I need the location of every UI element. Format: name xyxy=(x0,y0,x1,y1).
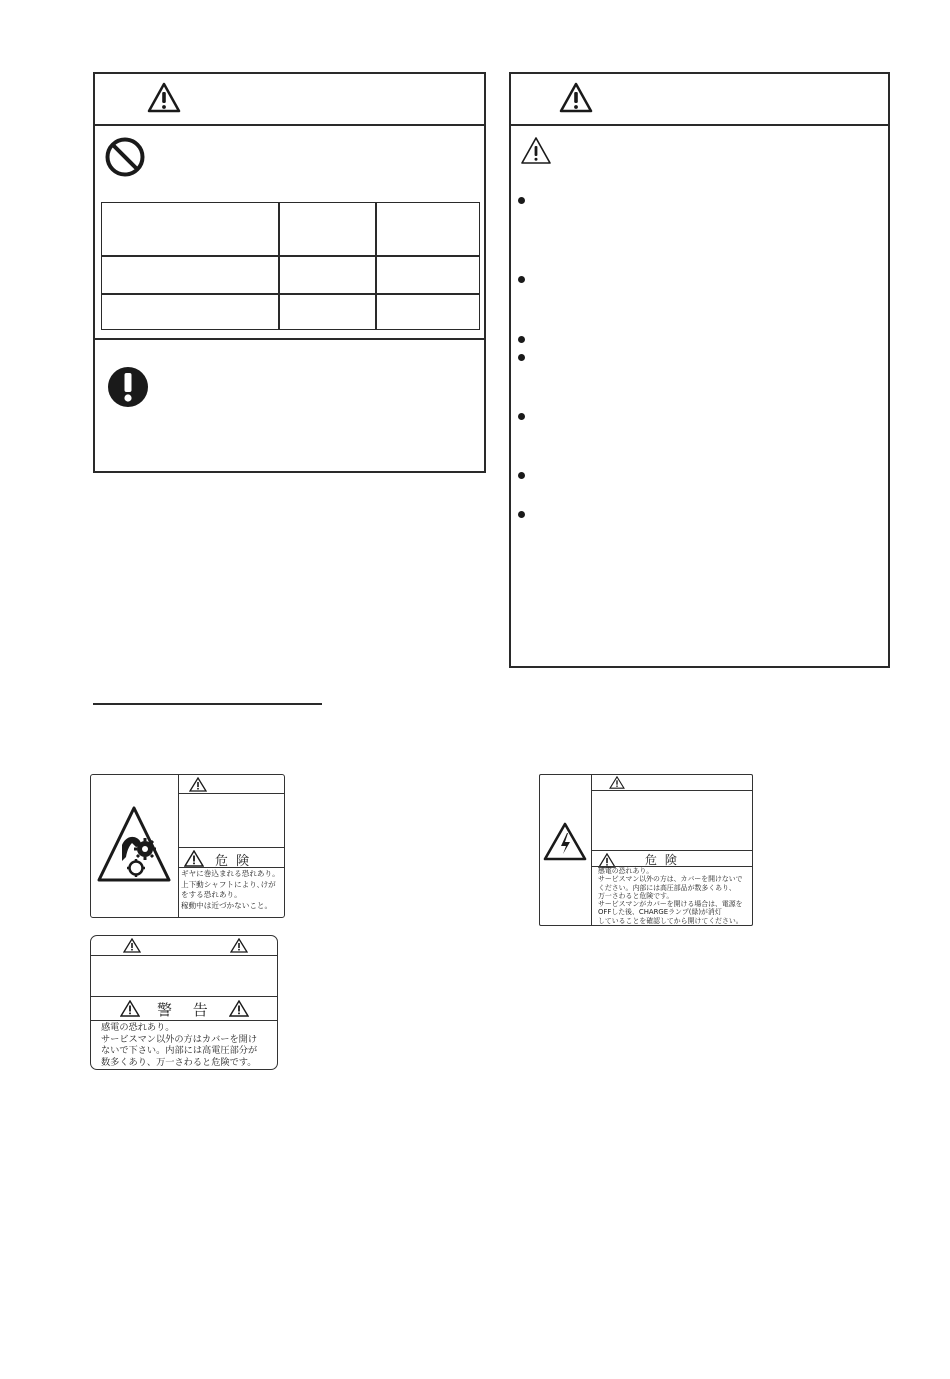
mandatory-exclamation-icon xyxy=(107,366,149,408)
label-text-line: ないで下さい。内部には高電圧部分が xyxy=(101,1045,258,1056)
bullet-point xyxy=(518,336,525,343)
label-text-line: サービスマン以外の方は、カバーを開けないで xyxy=(598,875,743,884)
warning-triangle-icon xyxy=(559,82,593,114)
label-divider xyxy=(178,847,284,848)
label-text-line: サービスマンがカバーを開ける場合は、電源を xyxy=(598,900,743,909)
label-text-line: ください。内部には高圧部品が数多くあり、 xyxy=(598,883,736,892)
label-divider xyxy=(91,996,277,997)
label-text-block xyxy=(181,869,280,911)
label-text-line: をする恐れあり。 xyxy=(181,890,242,900)
left-safety-box xyxy=(93,72,486,473)
warning-triangle-icon xyxy=(229,1000,249,1017)
gear-entanglement-icon xyxy=(96,805,172,885)
table-col-divider xyxy=(278,203,280,329)
danger-word: 危 険 xyxy=(645,853,679,867)
bullet-point xyxy=(518,276,525,283)
header-divider xyxy=(95,124,484,126)
bullet-point xyxy=(518,511,525,518)
label-text-block xyxy=(598,867,743,925)
warning-triangle-icon xyxy=(609,776,625,789)
table-row-divider xyxy=(102,293,479,295)
label-text-line: 感電の恐れあり。 xyxy=(598,867,654,875)
electric-shock-danger-label xyxy=(539,774,753,926)
warning-triangle-icon xyxy=(189,777,207,792)
danger-word: 危 険 xyxy=(215,854,252,869)
electric-shock-icon xyxy=(543,822,587,862)
bullet-point xyxy=(518,413,525,420)
right-safety-box xyxy=(509,72,890,668)
prohibition-circle-icon xyxy=(104,136,146,178)
label-divider-vertical xyxy=(178,775,179,917)
bullet-point xyxy=(518,197,525,204)
bullet-point xyxy=(518,472,525,479)
header-divider xyxy=(511,124,888,126)
label-text-line: 上下動シャフトにより､けが xyxy=(181,879,276,889)
high-voltage-warning-label xyxy=(90,935,278,1070)
table-row-divider xyxy=(102,255,479,257)
label-text-line: 稼動中は近づかないこと。 xyxy=(181,900,273,910)
section-divider xyxy=(95,338,484,340)
label-text-line: ギヤに巻込まれる恐れあり。 xyxy=(181,869,280,878)
warning-triangle-icon xyxy=(184,850,204,867)
gear-warning-label xyxy=(90,774,285,918)
warning-triangle-icon xyxy=(520,136,552,166)
label-text-line: 数多くあり、万一さわると危険です。 xyxy=(101,1056,257,1068)
label-divider xyxy=(178,867,284,868)
label-text-block xyxy=(101,1022,257,1068)
warning-triangle-icon xyxy=(120,1000,140,1017)
warning-triangle-icon xyxy=(230,938,248,953)
label-divider xyxy=(178,793,284,794)
table-col-divider xyxy=(375,203,377,329)
bullet-point xyxy=(518,354,525,361)
label-text-line: していることを確認してから開けてください。 xyxy=(598,916,743,925)
warning-triangle-icon xyxy=(147,82,181,114)
label-divider xyxy=(591,790,752,791)
spec-table xyxy=(101,202,480,330)
label-text-line: 感電の恐れあり。 xyxy=(101,1022,175,1033)
section-heading-underline xyxy=(93,703,322,705)
label-text-line: OFFした後、CHARGEランプ(緑)が消灯 xyxy=(598,908,722,917)
label-divider xyxy=(91,955,277,956)
label-text-line: サービスマン以外の方はカバーを開け xyxy=(101,1033,258,1045)
label-divider xyxy=(91,1020,277,1021)
label-text-line: 万一さわると危険です。 xyxy=(598,891,674,900)
warning-triangle-icon xyxy=(123,938,141,953)
warning-word: 警 告 xyxy=(157,1001,216,1019)
